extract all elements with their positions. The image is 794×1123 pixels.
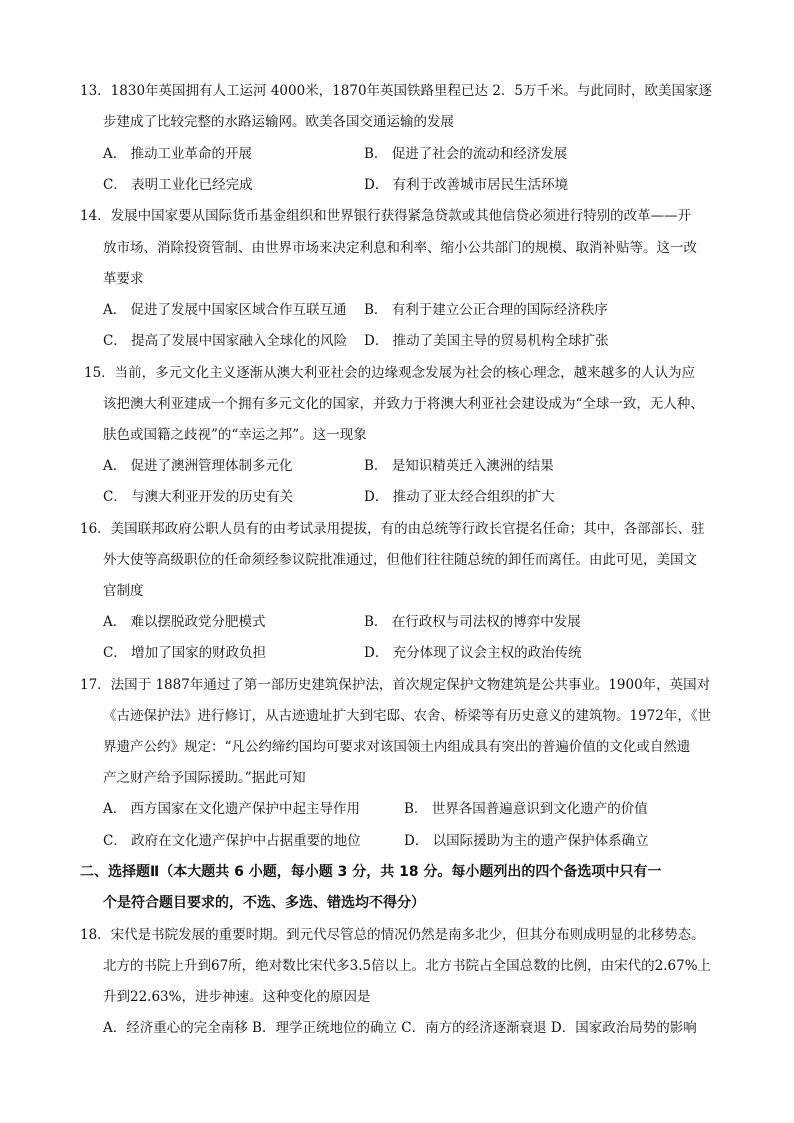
q16-line-2: 外大使等高级职位的任命须经参议院批准通过，但他们往往随总统的卸任而离任。由此可见，美国文 xyxy=(103,552,697,568)
q15-line-1: 15．当前，多元文化主义逐渐从澳大利亚社会的边缘观念发展为社会的核心理念，越来越多的人认为应 xyxy=(84,365,696,381)
q14-option-d: D． 推动了美国主导的贸易机构全球扩张 xyxy=(364,333,609,349)
q16-option-a: A． 难以摆脱政党分肥模式 xyxy=(103,614,266,630)
q13-option-a: A． 推动工业革命的开展 xyxy=(103,146,253,162)
q15-option-d: D． 推动了亚太经合组织的扩大 xyxy=(364,489,555,505)
q13-option-b: B． 促进了社会的流动和经济发展 xyxy=(364,146,568,162)
q14-line-1: 14．发展中国家要从国际货币基金组织和世界银行获得紧急贷款或其他信贷必须进行特别的改革——开 xyxy=(80,208,692,224)
section-2-heading-line-2: 个是符合题目要求的，不选、多选、错选均不得分） xyxy=(103,895,425,911)
q17-line-1: 17．法国于 1887年通过了第一部历史建筑保护法，首次规定保护文物建筑是公共事业。1900年，英国对 xyxy=(80,677,711,693)
q16-line-1: 16．美国联邦政府公职人员有的由考试录用提拔，有的由总统等行政长官提名任命；其中，各部部长、驻 xyxy=(80,521,705,537)
q18-line-2: 北方的书院上升到67所，绝对数比宋代多3.5倍以上。北方书院占全国总数的比例，由宋代的2.67%上 xyxy=(103,958,712,974)
q18-options: A．经济重心的完全南移 B．理学正统地位的确立 C．南方的经济逐渐衰退 D．国家政治局势的影响 xyxy=(103,1020,697,1036)
q18-line-1: 18．宋代是书院发展的重要时期。到元代尽管总的情况仍然是南多北少，但其分布则成明显的北移势态。 xyxy=(80,927,705,943)
q17-line-2: 《古迹保护法》进行修订，从古迹遗址扩大到宅邸、农舍、桥梁等有历史意义的建筑物。1972年，《世 xyxy=(103,708,712,724)
q15-line-2: 该把澳大利亚建成一个拥有多元文化的国家，并致力于将澳大利亚社会建设成为“全球一致，无人种、 xyxy=(103,396,704,412)
q16-option-d: D． 充分体现了议会主权的政治传统 xyxy=(364,645,582,661)
q13-option-c: C． 表明工业化已经完成 xyxy=(103,177,253,193)
q14-option-a: A． 促进了发展中国家区域合作互联互通 xyxy=(103,302,347,318)
q14-option-b: B． 有利于建立公正合理的国际经济秩序 xyxy=(364,302,608,318)
q17-line-4: 产之财产给予国际援助。”据此可知 xyxy=(103,770,306,786)
q17-option-a: A． 西方国家在文化遗产保护中起主导作用 xyxy=(103,801,361,817)
q16-option-b: B． 在行政权与司法权的博弈中发展 xyxy=(364,614,581,630)
q14-line-3: 革要求 xyxy=(103,271,144,287)
q18-line-3: 升到22.63%，进步神速。这种变化的原因是 xyxy=(103,989,371,1005)
q14-line-2: 放市场、消除投资管制、由世界市场来决定利息和利率、缩小公共部门的规模、取消补贴等。这一改 xyxy=(103,240,697,256)
q13-option-d: D． 有利于改善城市居民生活环境 xyxy=(364,177,569,193)
q13-line-2: 步建成了比较完整的水路运输网。欧美各国交通运输的发展 xyxy=(103,114,454,130)
section-2-heading-line-1: 二、选择题Ⅱ（本大题共 6 小题，每小题 3 分，共 18 分。每小题列出的四个备选项中只有一 xyxy=(80,864,662,880)
q15-option-a: A． 促进了澳洲管理体制多元化 xyxy=(103,458,293,474)
q15-option-c: C． 与澳大利亚开发的历史有关 xyxy=(103,489,294,505)
q16-option-c: C． 增加了国家的财政负担 xyxy=(103,645,267,661)
q15-option-b: B． 是知识精英迁入澳洲的结果 xyxy=(364,458,554,474)
q17-option-c: C． 政府在文化遗产保护中占据重要的地位 xyxy=(103,833,361,849)
q17-line-3: 界遗产公约》规定：“凡公约缔约国均可要求对该国领土内组成具有突出的普遍价值的文化或自然遗 xyxy=(103,739,691,755)
q17-option-b: B． 世界各国普遍意识到文化遗产的价值 xyxy=(404,801,648,817)
q16-line-3: 官制度 xyxy=(103,583,144,599)
q15-line-3: 肤色或国籍之歧视”的“幸运之邦”。这一现象 xyxy=(103,427,367,443)
q17-option-d: D． 以国际援助为主的遗产保护体系确立 xyxy=(404,833,649,849)
q13-line-1: 13．1830年英国拥有人工运河 4000米，1870年英国铁路里程已达 2．5万千米。与此同时，欧美国家逐 xyxy=(80,83,713,99)
q14-option-c: C． 提高了发展中国家融入全球化的风险 xyxy=(103,333,348,349)
